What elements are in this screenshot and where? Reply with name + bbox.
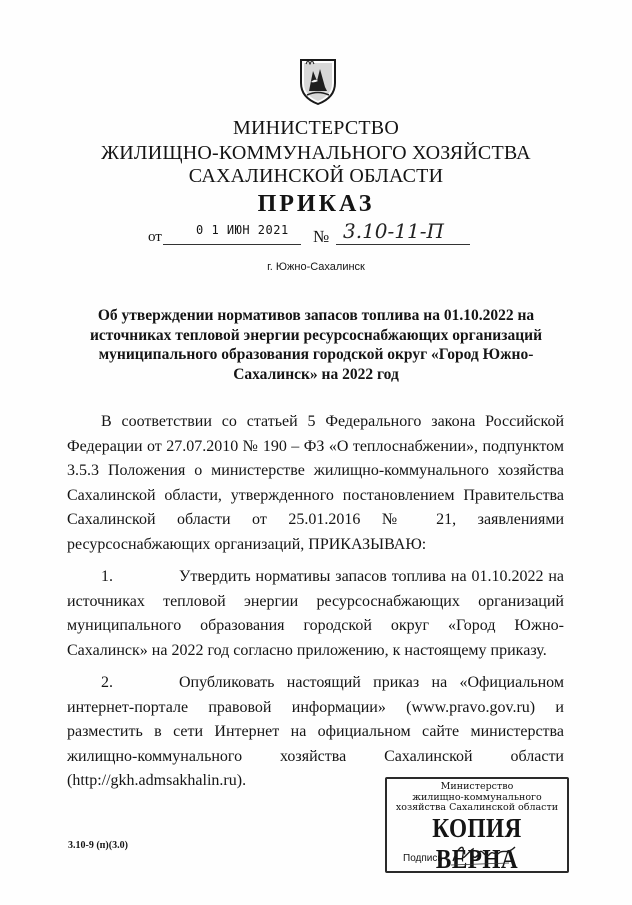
order-subject-heading: Об утверждении нормативов запасов топлива на 01.10.2022 на источниках тепловой энергии ресурсоснабжающих организаций муниципального образования городской округ «Город Южно-Сахалинск» на 2022 год <box>90 307 543 383</box>
preamble-text: В соответствии со статьей 5 Федерального закона Российской Федерации от 27.07.2010 № 190 – ФЗ «О теплоснабжении», подпунктом 3.5.3 Положения о министерстве жилищно-коммунального хозяйства Сахалинской области, утвержденного постановлением Правительства Сахалинской области от 25.01.2016 № 21, заявлениями ресурсоснабжающих организаций, ПРИКАЗЫВАЮ: <box>67 413 564 553</box>
date-label: от <box>148 229 162 245</box>
signature-icon <box>449 841 519 869</box>
certified-copy-stamp <box>385 777 569 873</box>
city-line: г. Южно-Сахалинск <box>267 261 365 273</box>
number-label: № <box>313 227 330 246</box>
order-item-number: 1. <box>101 568 113 585</box>
ministry-name-line1: МИНИСТЕРСТВО <box>233 117 399 139</box>
order-item-2 <box>67 671 564 794</box>
order-item-number: 2. <box>101 674 113 691</box>
coat-of-arms-icon <box>298 57 338 105</box>
date-stamp-value: 0 1 ИЮН 2021 <box>196 223 289 237</box>
number-underline <box>336 244 470 245</box>
order-item-text: Опубликовать настоящий приказ на «Официальном интернет-портале правовой информации» (www.pravo.gov.ru) и разместить в сети Интернет на официальном сайте министерства жилищно-коммунального хозяйства Сахалинской области (http://gkh.admsakhalin.ru). <box>67 674 564 790</box>
preamble-paragraph <box>67 410 564 558</box>
order-item-text: Утвердить нормативы запасов топлива на 01.10.2022 на источниках тепловой энергии ресурсоснабжающих организаций муниципального образования городской округ «Город Южно-Сахалинск» на 2022 год согласно приложению, к настоящему приказу. <box>67 568 564 659</box>
date-underline <box>163 244 301 245</box>
stamp-signature-label: Подпись <box>403 853 443 864</box>
document-form-code: 3.10-9 (п)(3.0) <box>68 840 128 851</box>
document-type-title: ПРИКАЗ <box>257 191 375 217</box>
stamp-org-line3: хозяйства Сахалинской области <box>395 802 559 813</box>
stamp-org-line2: жилищно-коммунального <box>412 791 542 803</box>
ministry-name-line2: ЖИЛИЩНО-КОММУНАЛЬНОГО ХОЗЯЙСТВА <box>101 142 531 164</box>
handwritten-order-number: 3.10-11-П <box>343 219 444 243</box>
stamp-org-line1: Министерство <box>440 781 514 792</box>
order-item-1 <box>67 565 564 663</box>
stamp-main-text: КОПИЯ ВЕРНА <box>432 813 522 874</box>
stamp-organization <box>389 782 565 814</box>
ministry-name-line3: САХАЛИНСКОЙ ОБЛАСТИ <box>188 165 444 187</box>
